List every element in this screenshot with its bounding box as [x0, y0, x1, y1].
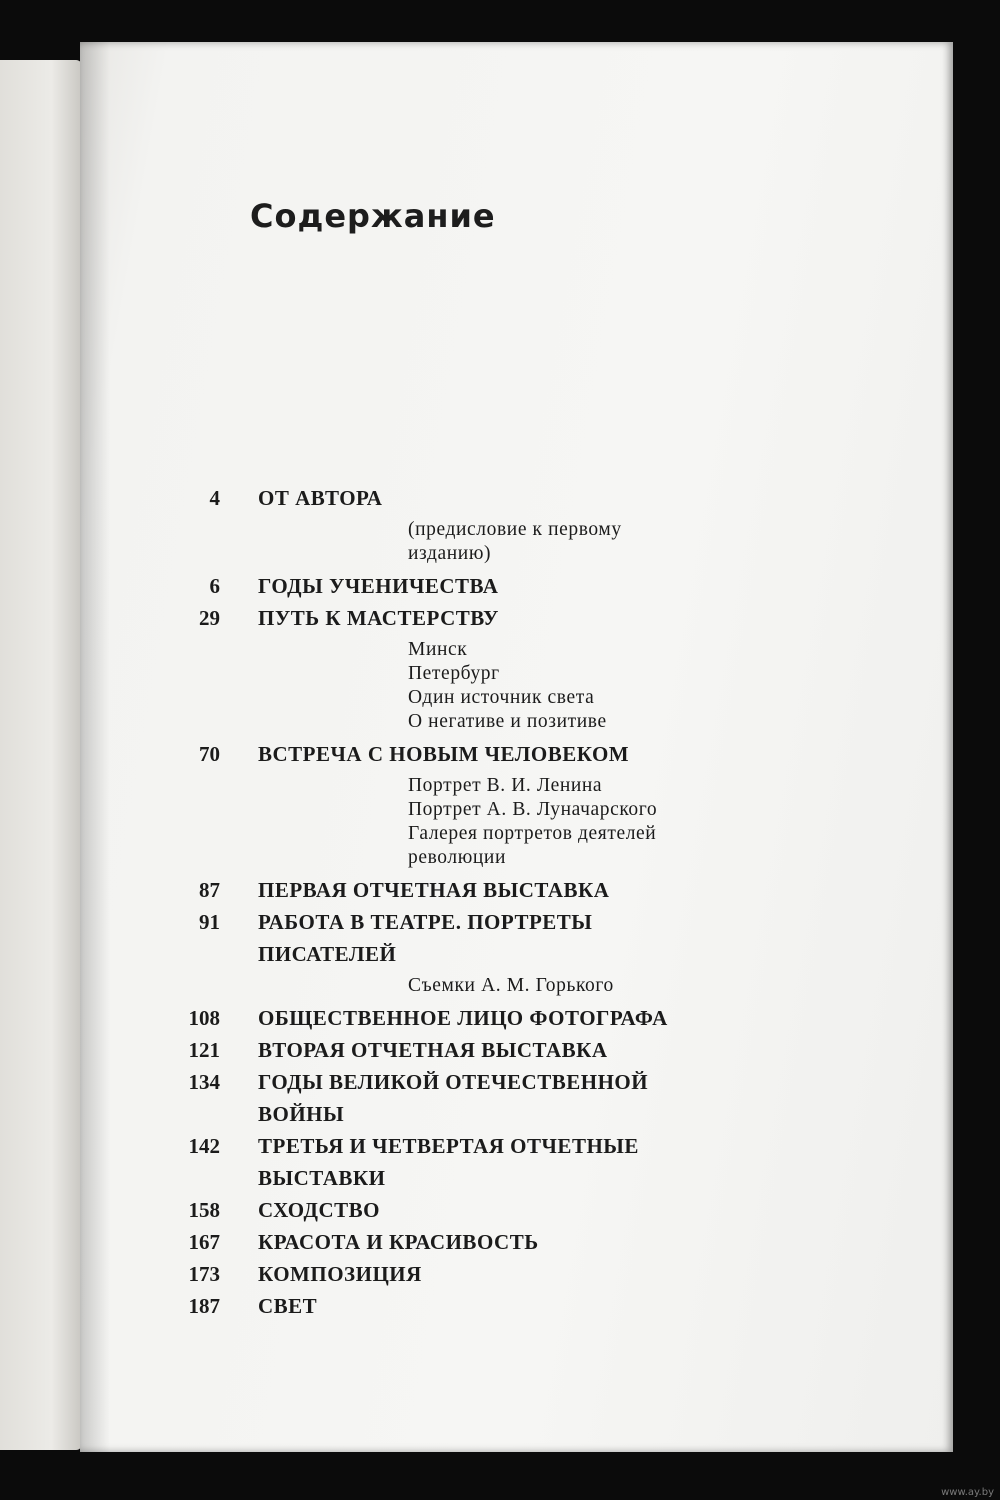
toc-entry [176, 1034, 826, 1066]
toc-chapter-title: ВСТРЕЧА С НОВЫМ ЧЕЛОВЕКОМ [258, 742, 630, 766]
table-of-contents [176, 482, 826, 1322]
toc-page-number: 4 [209, 486, 220, 510]
toc-entry [176, 874, 826, 906]
toc-chapter-title: ПУТЬ К МАСТЕРСТВУ [258, 606, 499, 630]
toc-chapter-title: КОМПОЗИЦИЯ [258, 1262, 422, 1286]
toc-entry [176, 1098, 826, 1130]
toc-chapter-title: СХОДСТВО [258, 1198, 380, 1222]
toc-subsection: О негативе и позитиве [408, 711, 607, 732]
toc-page-number: 108 [188, 1006, 220, 1030]
facing-page-edge [0, 60, 82, 1450]
toc-page-number: 158 [188, 1198, 220, 1222]
toc-entry [176, 482, 826, 514]
toc-chapter-title: ВЫСТАВКИ [258, 1166, 386, 1190]
toc-entry [176, 938, 826, 970]
toc-subsection: (предисловие к первому [408, 519, 622, 540]
toc-page-number: 187 [188, 1294, 220, 1318]
book-page [80, 42, 953, 1452]
toc-chapter-title: ГОДЫ ВЕЛИКОЙ ОТЕЧЕСТВЕННОЙ [258, 1070, 649, 1094]
toc-chapter-title: КРАСОТА И КРАСИВОСТЬ [258, 1230, 539, 1254]
toc-chapter-title: ГОДЫ УЧЕНИЧЕСТВА [258, 574, 499, 598]
toc-subsection: изданию) [408, 543, 492, 564]
toc-page-number: 121 [188, 1038, 220, 1062]
toc-subsection: Портрет В. И. Ленина [408, 775, 603, 796]
toc-entry [176, 1258, 826, 1290]
toc-subsection: Петербург [408, 663, 500, 684]
toc-chapter-title: СВЕТ [258, 1294, 318, 1318]
toc-subsection: Галерея портретов деятелей [408, 823, 657, 844]
toc-entry [176, 570, 826, 602]
toc-chapter-title: РАБОТА В ТЕАТРЕ. ПОРТРЕТЫ [258, 910, 593, 934]
toc-entry [176, 602, 826, 634]
toc-chapter-title: ВОЙНЫ [258, 1102, 345, 1126]
toc-subsection: Съемки А. М. Горького [408, 975, 614, 996]
toc-entry [176, 1066, 826, 1098]
toc-entry [176, 1226, 826, 1258]
toc-page-number: 6 [209, 574, 220, 598]
toc-page-number: 29 [199, 606, 220, 630]
toc-entry [176, 738, 826, 770]
toc-entry [176, 906, 826, 938]
toc-entry [176, 1290, 826, 1322]
toc-page-number: 91 [199, 910, 220, 934]
toc-page-number: 142 [188, 1134, 220, 1158]
toc-subsection: революции [408, 847, 506, 868]
toc-page-number: 167 [188, 1230, 220, 1254]
toc-entry [176, 1194, 826, 1226]
page-title: Содержание [250, 197, 496, 235]
toc-chapter-title: ТРЕТЬЯ И ЧЕТВЕРТАЯ ОТЧЕТНЫЕ [258, 1134, 639, 1158]
toc-page-number: 173 [188, 1262, 220, 1286]
watermark: www.ay.by [941, 1487, 994, 1498]
toc-page-number: 87 [199, 878, 220, 902]
toc-entry [176, 1162, 826, 1194]
toc-chapter-title: ВТОРАЯ ОТЧЕТНАЯ ВЫСТАВКА [258, 1038, 608, 1062]
toc-entry [176, 1130, 826, 1162]
toc-chapter-title: ПЕРВАЯ ОТЧЕТНАЯ ВЫСТАВКА [258, 878, 610, 902]
toc-subsection: Минск [408, 639, 468, 660]
toc-chapter-title: ОТ АВТОРА [258, 486, 383, 510]
toc-chapter-title: ПИСАТЕЛЕЙ [258, 942, 397, 966]
toc-entry [176, 1002, 826, 1034]
toc-chapter-title: ОБЩЕСТВЕННОЕ ЛИЦО ФОТОГРАФА [258, 1006, 668, 1030]
spine-shadow [80, 42, 110, 1452]
toc-page-number: 134 [188, 1070, 220, 1094]
toc-subsection: Один источник света [408, 687, 595, 708]
toc-subsection: Портрет А. В. Луначарского [408, 799, 658, 820]
toc-page-number: 70 [199, 742, 220, 766]
